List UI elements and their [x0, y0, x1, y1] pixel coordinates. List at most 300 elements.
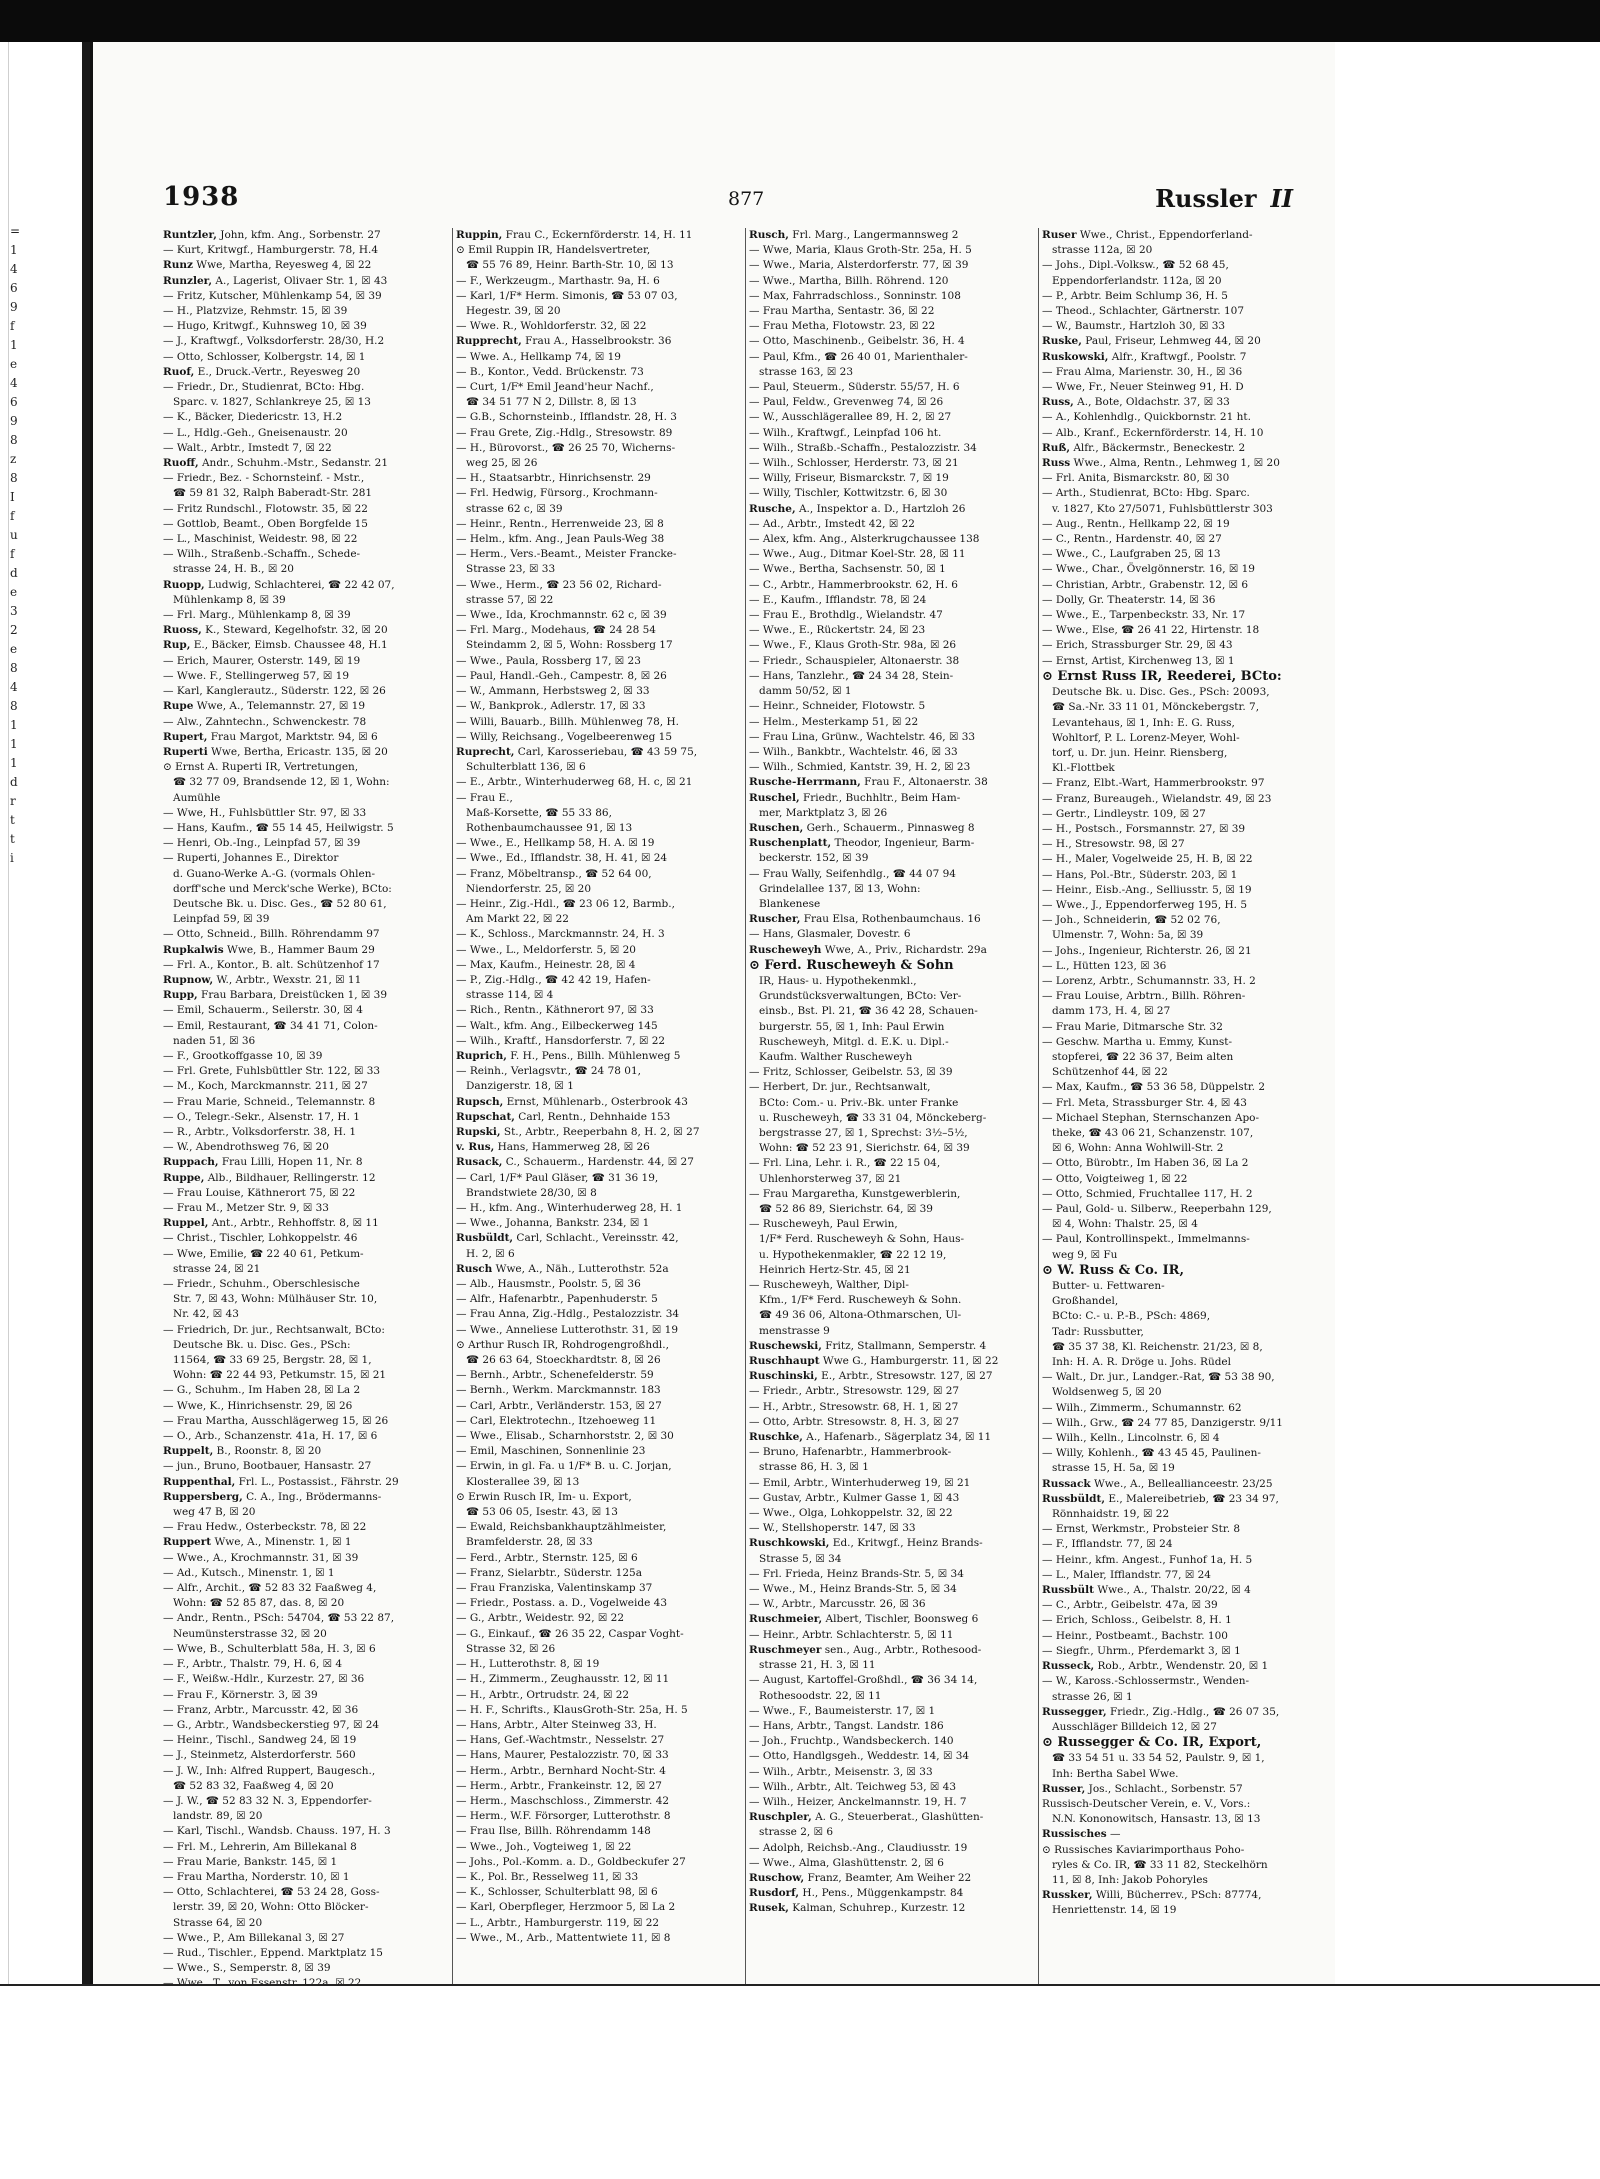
entry-details: Rob., Arbtr., Wendenstr. 20, ☒ 1 — [1094, 1660, 1269, 1673]
entry-details: — Frau E., Brothdlg., Wielandstr. 47 — [749, 609, 943, 622]
entry-details: John, kfm. Ang., Sorbenstr. 27 — [216, 229, 381, 241]
directory-entry — [749, 1780, 1035, 1795]
directory-entry — [163, 502, 449, 517]
entry-details: Ed., Kritwgf., Heinz Brands- — [829, 1537, 983, 1550]
entry-details: — W., Ammann, Herbstsweg 2, ☒ 33 — [456, 685, 650, 698]
directory-entry — [1042, 1629, 1328, 1644]
directory-entry — [163, 410, 449, 425]
entry-details: mer, Marktplatz 3, ☒ 26 — [759, 806, 888, 819]
entry-details: — Ruscheweyh, Walther, Dipl- — [749, 1279, 909, 1292]
directory-entry — [163, 1292, 449, 1307]
entry-details: ☎ 49 36 06, Altona-Othmarschen, Ul- — [759, 1309, 962, 1322]
entry-surname: Ruppel, — [163, 1217, 209, 1230]
entry-details: — Wwe., Paula, Rossberg 17, ☒ 23 — [456, 654, 641, 667]
previous-page-letter: I — [10, 490, 15, 504]
entry-details: — Helm., Mesterkamp 51, ☒ 22 — [749, 715, 919, 728]
entry-details: — Frl. Hedwig, Fürsorg., Krochmann- — [456, 487, 658, 500]
directory-entry — [456, 1368, 742, 1383]
entry-details: — F., Ifflandstr. 77, ☒ 24 — [1042, 1538, 1173, 1551]
directory-entry — [163, 1505, 449, 1520]
entry-details: — H. F., Schrifts., KlausGroth-Str. 25a, H. 5 — [456, 1703, 688, 1716]
directory-entry — [749, 502, 1035, 517]
directory-entry — [1042, 1325, 1328, 1340]
entry-surname: Ruschinski, — [749, 1370, 818, 1383]
directory-entry — [163, 1657, 449, 1672]
directory-entry — [749, 578, 1035, 593]
entry-details: — Frau Ilse, Billh. Röhrendamm 148 — [456, 1825, 651, 1838]
entry-details: Wwe., A., Thalstr. 20/22, ☒ 4 — [1094, 1584, 1251, 1597]
previous-page-letter: 8 — [10, 699, 18, 713]
directory-entry — [163, 1551, 449, 1566]
directory-entry — [1042, 258, 1328, 273]
entry-details: — Wwe., Else, ☎ 26 41 22, Hirtenstr. 18 — [1042, 624, 1260, 637]
entry-details: Alfr., Kraftwgf., Poolstr. 7 — [1108, 350, 1247, 363]
directory-entry — [456, 1064, 742, 1079]
entry-details: Ludwig, Schlachterei, ☎ 22 42 07, — [204, 578, 395, 591]
directory-entry — [1042, 700, 1328, 715]
directory-entry — [163, 1201, 449, 1216]
directory-entry — [749, 1552, 1035, 1567]
directory-entry — [163, 228, 449, 243]
directory-entry — [749, 593, 1035, 608]
directory-entry — [456, 1688, 742, 1703]
directory-entry — [749, 684, 1035, 699]
directory-entry — [456, 745, 742, 760]
previous-page-letter: z — [10, 452, 17, 466]
directory-entry — [456, 1323, 742, 1338]
directory-entry — [163, 1779, 449, 1794]
directory-entry — [1042, 944, 1328, 959]
directory-entry — [456, 1916, 742, 1931]
directory-entry — [163, 1444, 449, 1459]
entry-details: — Friedr., Bez. - Schornsteinf. - Mstr., — [163, 472, 365, 485]
entry-details: Wwe, A., Priv., Richardstr. 29a — [821, 943, 987, 956]
directory-entry — [749, 1384, 1035, 1399]
entry-details: — K., Bäcker, Diedericstr. 13, H.2 — [163, 411, 343, 424]
entry-details: — B., Kontor., Vedd. Brückenstr. 73 — [456, 365, 644, 378]
entry-details: — H., Stresowstr. 98, ☒ 27 — [1042, 838, 1185, 851]
directory-entry — [456, 882, 742, 897]
entry-details: — G., Einkauf., ☎ 26 35 22, Caspar Voght- — [456, 1627, 684, 1640]
entry-details: — Ad., Arbtr., Imstedt 42, ☒ 22 — [749, 517, 915, 530]
entry-details: — Ruperti, Johannes E., Direktor — [163, 852, 339, 865]
previous-page-letter: 9 — [10, 300, 18, 314]
entry-details: lerstr. 39, ☒ 20, Wohn: Otto Blöcker- — [173, 1901, 369, 1914]
entry-details: Albert, Tischler, Boonsweg 6 — [822, 1613, 979, 1626]
entry-surname: Rusche-Herrmann, — [749, 776, 861, 789]
right-margin — [1335, 42, 1600, 1984]
entry-details: — Wwe., J., Eppendorferweg 195, H. 5 — [1042, 898, 1248, 911]
entry-surname: Rupe — [163, 700, 194, 713]
directory-entry — [163, 395, 449, 410]
directory-entry — [749, 1856, 1035, 1871]
entry-details: — Hans, Gef.-Wachtmstr., Nesselstr. 27 — [456, 1734, 665, 1747]
entry-details: Wwe, B., Hammer Baum 29 — [223, 943, 375, 956]
directory-entry — [456, 730, 742, 745]
directory-entry — [1042, 1873, 1328, 1888]
entry-surname: Ruschkowski, — [749, 1537, 830, 1550]
entry-details: — Frau M., Metzer Str. 9, ☒ 33 — [163, 1202, 329, 1214]
entry-details: ☎ 33 54 51 u. 33 54 52, Paulstr. 9, ☒ 1, — [1052, 1752, 1265, 1765]
directory-entry — [456, 867, 742, 882]
directory-entry — [456, 1475, 742, 1490]
directory-entry — [1042, 1583, 1328, 1598]
directory-entry — [456, 334, 742, 349]
entry-surname: Ruschenplatt, — [749, 837, 832, 850]
entry-surname: Ruppersberg, — [163, 1490, 243, 1503]
entry-details: — Franz, Arbtr., Marcusstr. 42, ☒ 36 — [163, 1703, 359, 1716]
directory-entry — [163, 1414, 449, 1429]
directory-entry — [1042, 1644, 1328, 1659]
entry-details: — H., Lutterothstr. 8, ☒ 19 — [456, 1658, 600, 1671]
directory-columns — [163, 228, 1333, 2018]
directory-entry — [456, 1125, 742, 1140]
directory-entry — [1042, 1431, 1328, 1446]
directory-entry — [456, 1535, 742, 1550]
directory-entry — [1042, 1613, 1328, 1628]
entry-details: ⊙ Ernst Russ IR, Reederei, BCto: — [1042, 668, 1282, 684]
directory-entry — [749, 851, 1035, 866]
directory-entry — [456, 1596, 742, 1611]
directory-entry — [163, 1475, 449, 1490]
entry-details: — Wwe., E., Tarpenbeckstr. 33, Nr. 17 — [1042, 609, 1246, 622]
previous-page-letter: 9 — [10, 414, 18, 428]
directory-entry — [1042, 456, 1328, 471]
directory-entry — [456, 1216, 742, 1231]
directory-entry — [456, 228, 742, 243]
entry-details: ☎ 26 63 64, Stoeckhardtstr. 8, ☒ 26 — [466, 1354, 661, 1367]
directory-entry — [1042, 471, 1328, 486]
directory-entry — [1042, 1843, 1328, 1858]
directory-entry — [456, 562, 742, 577]
entry-surname: Runz — [163, 259, 193, 272]
entry-details: Theodor, Ingenieur, Barm- — [831, 837, 975, 850]
entry-details: burgerstr. 55, ☒ 1, Inh: Paul Erwin — [759, 1020, 945, 1033]
entry-details: — W., Stellshoperstr. 147, ☒ 33 — [749, 1522, 916, 1535]
entry-details: — W., Arbtr., Marcusstr. 26, ☒ 36 — [749, 1598, 926, 1611]
entry-details: — Walt., Dr. jur., Landger.-Rat, ☎ 53 38 90, — [1042, 1371, 1275, 1384]
entry-details: — Geschw. Martha u. Emmy, Kunst- — [1042, 1035, 1233, 1048]
entry-details: ☎ 52 83 32, Faaßweg 4, ☒ 20 — [173, 1779, 334, 1792]
running-title-name: Russler — [1155, 184, 1257, 213]
entry-details: ⊙ Arthur Rusch IR, Rohdrogengroßhdl., — [456, 1338, 669, 1351]
entry-surname: Ruperti — [163, 745, 208, 758]
entry-details: — Frau Marie, Bankstr. 145, ☒ 1 — [163, 1855, 338, 1868]
directory-entry — [749, 1476, 1035, 1491]
entry-surname: Russisches — [1042, 1828, 1107, 1841]
entry-details: — Friedrich, Dr. jur., Rechtsanwalt, BCto: — [163, 1323, 385, 1336]
directory-entry — [1042, 1522, 1328, 1537]
directory-entry — [163, 578, 449, 593]
directory-entry — [456, 1657, 742, 1672]
directory-entry — [163, 319, 449, 334]
entry-details: — Wwe, Maria, Klaus Groth-Str. 25a, H. 5 — [749, 244, 972, 257]
directory-entry — [1042, 410, 1328, 425]
directory-entry — [749, 1111, 1035, 1126]
entry-details: theke, ☎ 43 06 21, Schanzenstr. 107, — [1052, 1126, 1254, 1139]
directory-entry — [1042, 1035, 1328, 1050]
directory-entry — [1042, 1507, 1328, 1522]
entry-details: — Frl. Frieda, Heinz Brands-Str. 5, ☒ 34 — [749, 1567, 964, 1580]
directory-entry — [1042, 989, 1328, 1004]
entry-details: — Frau Anna, Zig.-Hdlg., Pestalozzistr. 34 — [456, 1308, 680, 1321]
entry-surname: Rusch, — [749, 229, 789, 241]
entry-details: Neumünsterstrasse 32, ☒ 20 — [173, 1627, 327, 1640]
entry-details: — Heinr., Rentn., Herrenweide 23, ☒ 8 — [456, 517, 664, 530]
entry-details: — Frau Wally, Seifenhdlg., ☎ 44 07 94 — [749, 867, 956, 880]
entry-details: ☎ 32 77 09, Brandsende 12, ☒ 1, Wohn: — [173, 776, 390, 789]
directory-entry — [749, 486, 1035, 501]
directory-entry — [163, 1946, 449, 1961]
directory-entry — [749, 1765, 1035, 1780]
entry-details: — Paul, Gold- u. Silberw., Reeperbahn 129, — [1042, 1203, 1272, 1215]
directory-entry — [163, 1277, 449, 1292]
entry-details: — Friedr., Schauspieler, Altonaerstr. 38 — [749, 654, 960, 667]
entry-details: — Karl, Tischl., Wandsb. Chauss. 197, H. 3 — [163, 1825, 391, 1838]
directory-entry — [749, 989, 1035, 1004]
directory-entry — [749, 334, 1035, 349]
directory-entry — [749, 426, 1035, 441]
directory-entry — [1042, 1674, 1328, 1689]
entry-details: strasse 86, H. 3, ☒ 1 — [759, 1461, 869, 1474]
directory-entry — [1042, 1903, 1328, 1918]
entry-details: — Frau Louise, Arbtrn., Billh. Röhren- — [1042, 990, 1246, 1003]
entry-details: — Wilh., Heizer, Anckelmannstr. 19, H. 7 — [749, 1795, 967, 1808]
entry-details: damm 50/52, ☒ 1 — [759, 685, 852, 698]
directory-entry — [456, 1794, 742, 1809]
entry-details: — Karl, Oberpfleger, Herzmoor 5, ☒ La 2 — [456, 1901, 676, 1914]
entry-details: Ruscheweyh, Mitgl. d. E.K. u. Dipl.- — [759, 1035, 949, 1048]
directory-entry — [456, 1459, 742, 1474]
entry-details: — Wilh., Schmied, Kantstr. 39, H. 2, ☒ 23 — [749, 761, 971, 774]
entry-details: Inh: Bertha Sabel Wwe. — [1052, 1767, 1179, 1780]
directory-entry — [749, 517, 1035, 532]
directory-entry — [163, 1064, 449, 1079]
directory-entry — [456, 806, 742, 821]
directory-entry — [456, 1140, 742, 1155]
entry-details: Tadr: Russbutter, — [1052, 1325, 1144, 1338]
directory-entry — [163, 1140, 449, 1155]
entry-details: — Hans, Arbtr., Tangst. Landstr. 186 — [749, 1719, 944, 1732]
directory-entry — [749, 760, 1035, 775]
entry-details: — Max, Kaufm., Heinestr. 28, ☒ 4 — [456, 958, 636, 971]
previous-page-letter: r — [10, 794, 16, 808]
directory-entry — [456, 1414, 742, 1429]
entry-details: — Heinr., Postbeamt., Bachstr. 100 — [1042, 1629, 1228, 1642]
directory-entry — [1042, 532, 1328, 547]
entry-details: d. Guano-Werke A.-G. (vormals Ohlen- — [173, 867, 376, 880]
directory-entry — [749, 1096, 1035, 1111]
entry-details: — Erich, Strassburger Str. 29, ☒ 43 — [1042, 639, 1233, 652]
entry-details: — W., Baumstr., Hartzloh 30, ☒ 33 — [1042, 320, 1226, 333]
entry-details: — Wwe., Ed., Ifflandstr. 38, H. 41, ☒ 24 — [456, 852, 668, 865]
entry-details: Franz, Beamter, Am Weiher 22 — [804, 1871, 972, 1884]
directory-entry — [749, 1901, 1035, 1916]
entry-surname: Ruschow, — [749, 1871, 805, 1884]
directory-entry — [163, 1155, 449, 1170]
entry-surname: Rupsch, — [456, 1095, 504, 1108]
previous-page-letter: t — [10, 832, 15, 846]
entry-details: ⊙ Ernst A. Ruperti IR, Vertretungen, — [163, 761, 359, 774]
directory-entry — [1042, 1385, 1328, 1400]
entry-details: — Wilh., Kraftf., Hansdorferstr. 7, ☒ 22 — [456, 1034, 666, 1047]
entry-surname: Ruschpler, — [749, 1811, 812, 1824]
entry-details: — Wwe., M., Heinz Brands-Str. 5, ☒ 34 — [749, 1583, 957, 1596]
entry-details: — Wwe. F., Stellingerweg 57, ☒ 19 — [163, 669, 349, 682]
directory-entry — [456, 547, 742, 562]
entry-details: — Ernst, Werkmstr., Probsteier Str. 8 — [1042, 1523, 1241, 1536]
directory-entry — [163, 912, 449, 927]
directory-entry — [749, 1810, 1035, 1825]
directory-entry — [1042, 578, 1328, 593]
entry-details: — Alex, kfm. Ang., Alsterkrugchaussee 138 — [749, 533, 980, 546]
entry-details: — Wwe., Herm., ☎ 23 56 02, Richard- — [456, 578, 662, 591]
directory-entry — [749, 1795, 1035, 1810]
entry-details: — Karl, Kanglerautz., Süderstr. 122, ☒ 26 — [163, 685, 386, 698]
directory-entry — [1042, 654, 1328, 669]
directory-entry — [749, 1825, 1035, 1840]
directory-entry — [456, 1019, 742, 1034]
directory-entry — [1042, 731, 1328, 746]
entry-details: — E., Kaufm., Ifflandstr. 78, ☒ 24 — [749, 593, 927, 606]
previous-page-letter: 8 — [10, 471, 18, 485]
entry-surname: Rupp, — [163, 989, 198, 1002]
directory-entry — [1042, 289, 1328, 304]
directory-entry — [456, 1338, 742, 1353]
entry-details: — Joh., Schneiderin, ☎ 52 02 76, — [1042, 914, 1221, 927]
entry-details: Sparc. v. 1827, Schlankreye 25, ☒ 13 — [173, 396, 371, 409]
entry-details: ☎ 55 76 89, Heinr. Barth-Str. 10, ☒ 13 — [466, 259, 674, 272]
entry-details: — Paul, Kfm., ☎ 26 40 01, Marienthaler- — [749, 350, 968, 363]
directory-entry — [163, 1049, 449, 1064]
directory-entry — [1042, 547, 1328, 562]
directory-entry — [1042, 822, 1328, 837]
directory-entry — [456, 1642, 742, 1657]
directory-entry — [456, 1672, 742, 1687]
entry-details: — Carl, 1/F* Paul Gläser, ☎ 31 36 19, — [456, 1171, 659, 1184]
directory-entry — [1042, 486, 1328, 501]
directory-entry — [163, 608, 449, 623]
entry-details: — Friedr., Schuhm., Oberschlesische — [163, 1278, 360, 1291]
entry-details: ⊙ Russegger & Co. IR, Export, — [1042, 1735, 1262, 1751]
entry-details: — Franz, Bureaugeh., Wielandstr. 49, ☒ 23 — [1042, 792, 1272, 805]
directory-entry — [1042, 1202, 1328, 1217]
directory-entry — [749, 1734, 1035, 1749]
entry-details: menstrasse 9 — [759, 1324, 830, 1337]
entry-surname: Rupprecht, — [456, 335, 522, 348]
directory-entry — [749, 1506, 1035, 1521]
directory-entry — [163, 1870, 449, 1885]
entry-details: stopferei, ☎ 22 36 37, Beim alten — [1052, 1050, 1234, 1063]
entry-details: Wwe, Martha, Reyesweg 4, ☒ 22 — [192, 259, 372, 272]
directory-entry — [163, 1125, 449, 1140]
entry-details: Ernst, Mühlenarb., Osterbrook 43 — [503, 1095, 688, 1108]
entry-details: — Joh., Fruchtp., Wandsbeckerch. 140 — [749, 1735, 954, 1748]
directory-entry — [456, 1581, 742, 1596]
page-gutter — [82, 42, 90, 1984]
entry-details: — Carl, Arbtr., Verländerstr. 153, ☒ 27 — [456, 1399, 662, 1412]
directory-entry — [163, 517, 449, 532]
previous-page-letter: 6 — [10, 395, 18, 409]
entry-details: Brandstwiete 28/30, ☒ 8 — [466, 1186, 597, 1199]
directory-entry — [163, 730, 449, 745]
directory-entry — [456, 927, 742, 942]
entry-details: ☒ 6, Wohn: Anna Wohlwill-Str. 2 — [1052, 1142, 1224, 1155]
entry-details: — Wwe., Alma, Glashüttenstr. 2, ☒ 6 — [749, 1856, 944, 1869]
entry-details: — Ernst, Artist, Kirchenweg 13, ☒ 1 — [1042, 654, 1235, 667]
entry-details: Schützenhof 44, ☒ 22 — [1052, 1066, 1168, 1079]
entry-details: Aumühle — [173, 791, 221, 804]
directory-entry — [456, 502, 742, 517]
directory-entry — [1042, 1720, 1328, 1735]
entry-surname: Rusche, — [749, 502, 796, 515]
entry-details: — Christ., Tischler, Lohkoppelstr. 46 — [163, 1232, 358, 1245]
directory-entry — [1042, 1446, 1328, 1461]
entry-details: — Karl, 1/F* Herm. Simonis, ☎ 53 07 03, — [456, 289, 678, 302]
scan-top-border — [0, 0, 1600, 42]
directory-entry — [1042, 1080, 1328, 1095]
entry-details: Henriettenstr. 14, ☒ 19 — [1052, 1904, 1177, 1917]
entry-details: IR, Haus- u. Hypothekenmkl., — [759, 974, 917, 987]
entry-details: — Wilh., Arbtr., Alt. Teichweg 53, ☒ 43 — [749, 1780, 957, 1793]
entry-details: Frau Margot, Marktstr. 94, ☒ 6 — [207, 730, 378, 743]
entry-details: — Wwe, Emilie, ☎ 22 40 61, Petkum- — [163, 1247, 364, 1260]
directory-entry — [1042, 776, 1328, 791]
entry-details: Kl.-Flottbek — [1052, 762, 1115, 775]
entry-details: bergstrasse 27, ☒ 1, Sprechst: 3½–5½, — [759, 1126, 968, 1139]
directory-entry — [456, 1870, 742, 1885]
entry-details: — Heinr., Eisb.-Ang., Selliusstr. 5, ☒ 19 — [1042, 883, 1252, 896]
directory-entry — [163, 1034, 449, 1049]
directory-entry — [749, 806, 1035, 821]
column-2 — [456, 228, 742, 2018]
entry-details: — Willy, Friseur, Bismarckstr. 7, ☒ 19 — [749, 472, 949, 485]
entry-details: Niendorferstr. 25, ☒ 20 — [466, 882, 592, 895]
entry-details: — Wwe., Maria, Alsterdorferstr. 77, ☒ 39 — [749, 259, 969, 272]
directory-entry — [456, 1703, 742, 1718]
entry-details: — L., Maler, Ifflandstr. 77, ☒ 24 — [1042, 1568, 1211, 1581]
previous-page-letter: = — [10, 224, 21, 238]
entry-details: Friedr., Zig.-Hdlg., ☎ 26 07 35, — [1106, 1705, 1280, 1718]
entry-details: W., Arbtr., Wexstr. 21, ☒ 11 — [213, 973, 362, 986]
directory-entry — [163, 532, 449, 547]
directory-entry — [749, 532, 1035, 547]
previous-page-letter: t — [10, 813, 15, 827]
entry-details: — F., Weißw.-Hdlr., Kurzestr. 27, ☒ 36 — [163, 1673, 365, 1686]
directory-entry — [163, 806, 449, 821]
entry-details: — August, Kartoffel-Großhdl., ☎ 36 34 14, — [749, 1674, 978, 1687]
directory-entry — [163, 1019, 449, 1034]
entry-details: — Wwe., Ida, Krochmannstr. 62 c, ☒ 39 — [456, 609, 667, 622]
directory-entry — [749, 1035, 1035, 1050]
directory-entry — [456, 350, 742, 365]
entry-surname: Rusbüldt, — [456, 1232, 514, 1245]
entry-surname: Rupert, — [163, 730, 208, 743]
entry-details: — P., Zig.-Hdlg., ☎ 42 42 19, Hafen- — [456, 973, 651, 986]
directory-entry — [1042, 1767, 1328, 1782]
entry-details: — L., Hütten 123, ☒ 36 — [1042, 959, 1167, 972]
entry-details: — Hans, Maurer, Pestalozzistr. 70, ☒ 33 — [456, 1749, 669, 1762]
directory-entry — [1042, 1050, 1328, 1065]
entry-details: dorff'sche und Merck'sche Werke), BCto: — [173, 882, 392, 895]
directory-entry — [1042, 1263, 1328, 1279]
entry-details: — Frau Martha, Norderstr. 10, ☒ 1 — [163, 1870, 350, 1883]
running-title — [1155, 184, 1293, 213]
directory-entry — [749, 395, 1035, 410]
directory-entry — [163, 1733, 449, 1748]
entry-surname: Ruschewski, — [749, 1339, 822, 1352]
directory-entry — [1042, 623, 1328, 638]
